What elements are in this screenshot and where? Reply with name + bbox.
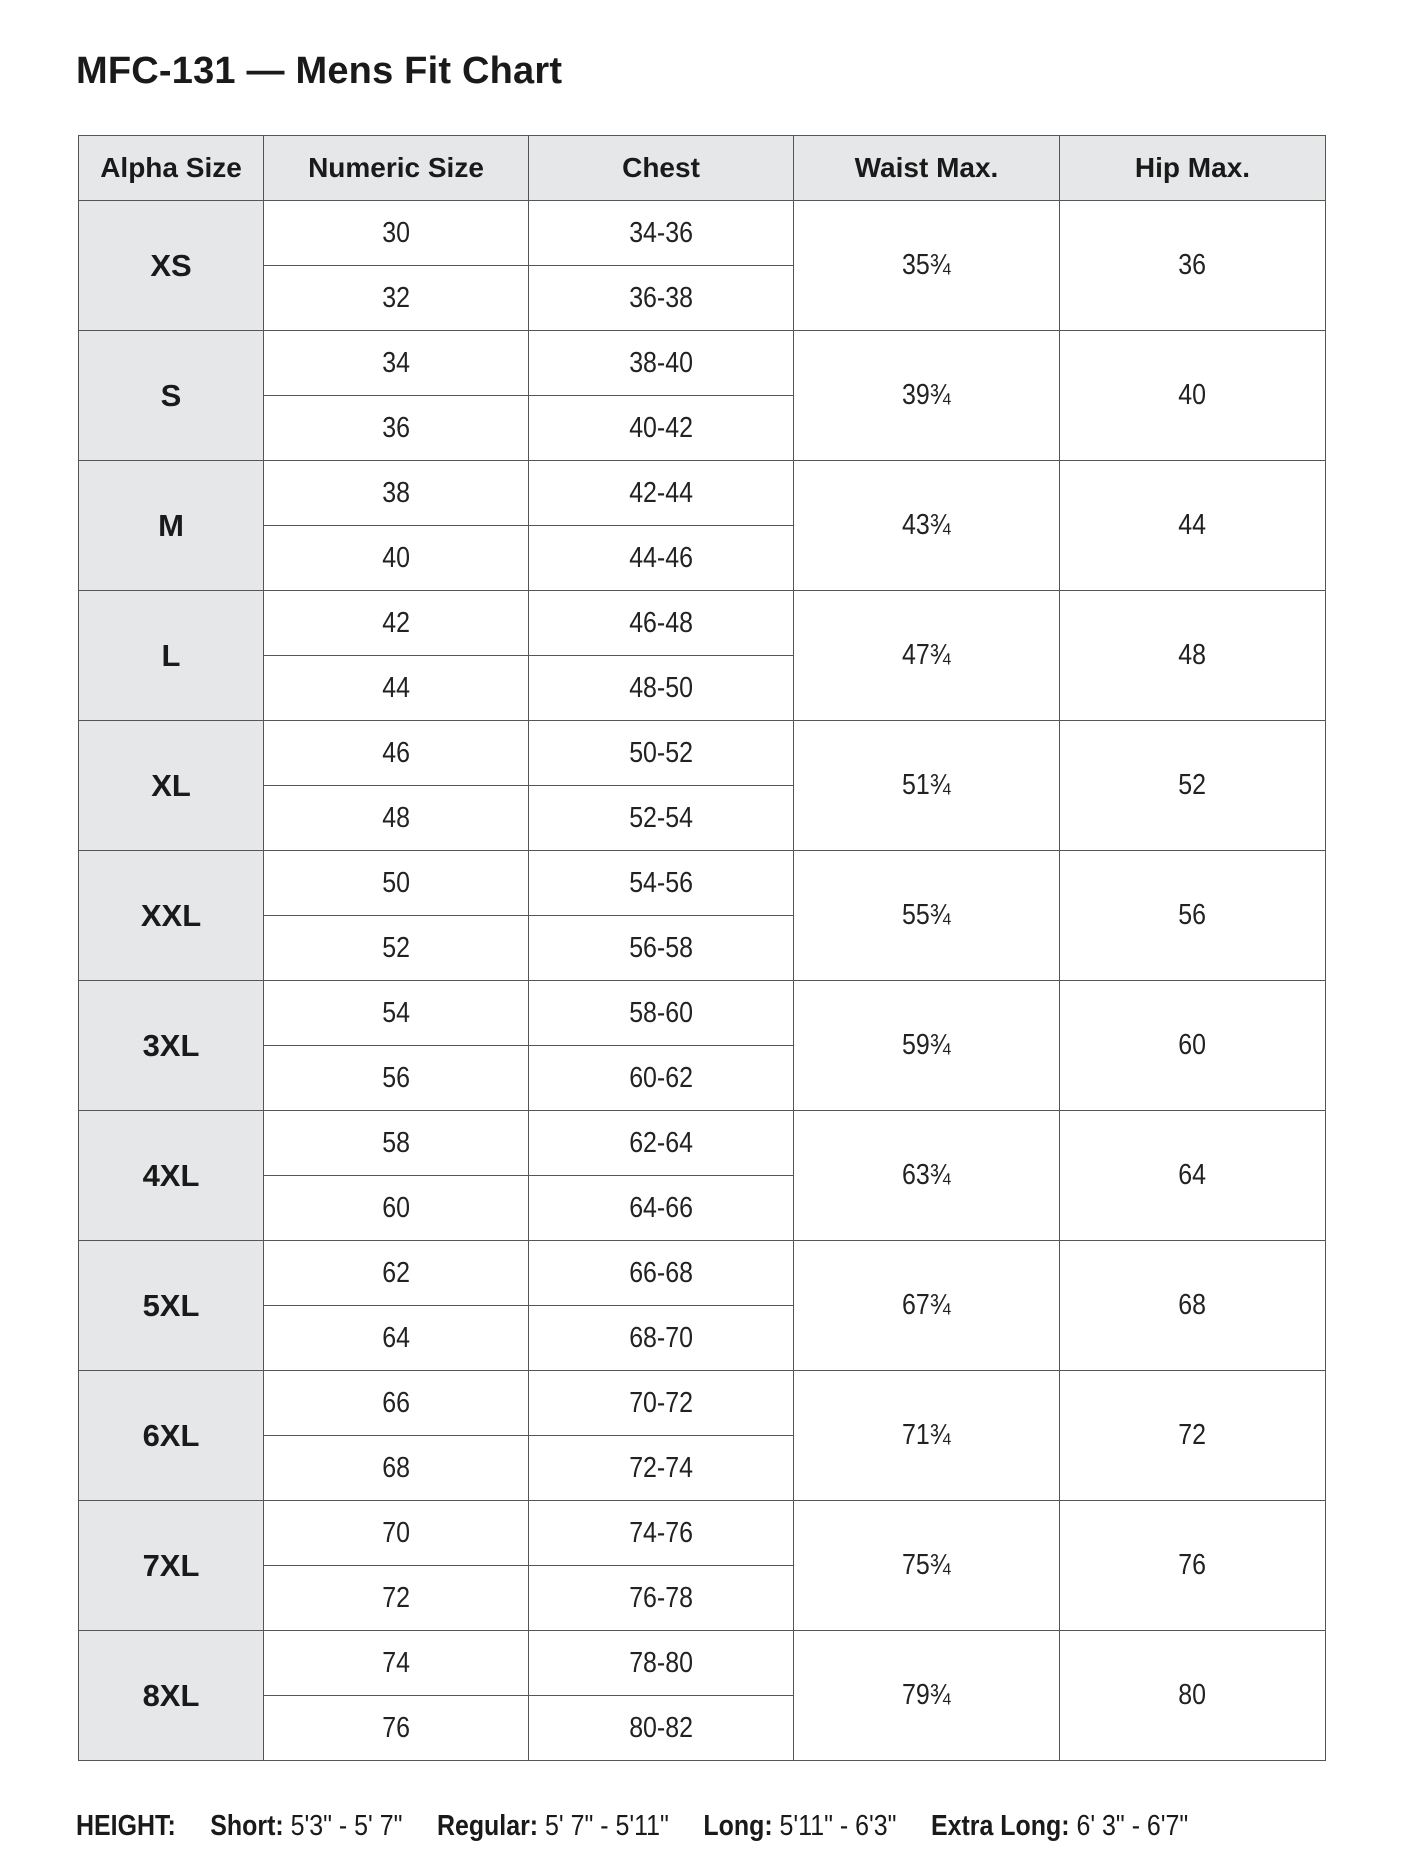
height-extra-long-value: 6' 3" - 6'7"	[1076, 1810, 1189, 1842]
height-footer	[76, 1810, 1188, 1843]
height-short-value: 5'3" - 5' 7"	[290, 1810, 403, 1842]
chest-value: 68-70	[629, 1321, 693, 1354]
height-regular-label: Regular:	[436, 1810, 539, 1842]
chest-value: 64-66	[629, 1191, 693, 1224]
numeric-size-value: 66	[382, 1386, 410, 1419]
numeric-size-cell	[264, 1046, 529, 1111]
hip-max-cell	[1060, 721, 1326, 851]
chest-cell	[529, 851, 794, 916]
waist-max-value: 43¾	[902, 509, 951, 541]
chest-value: 72-74	[629, 1451, 693, 1484]
numeric-size-value: 74	[382, 1646, 410, 1679]
numeric-size-value: 58	[382, 1126, 410, 1159]
table-body	[79, 201, 1326, 1761]
chest-cell	[529, 1631, 794, 1696]
hip-max-cell	[1060, 1631, 1326, 1761]
numeric-size-value: 54	[382, 996, 410, 1029]
numeric-size-cell	[264, 266, 529, 331]
fit-chart-table	[78, 135, 1326, 1761]
chest-value: 34-36	[629, 216, 693, 249]
waist-max-value: 67¾	[902, 1289, 951, 1321]
chest-cell	[529, 1176, 794, 1241]
numeric-size-value: 56	[382, 1061, 410, 1094]
numeric-size-value: 42	[382, 606, 410, 639]
numeric-size-value: 36	[382, 411, 410, 444]
hip-max-cell	[1060, 201, 1326, 331]
table-row	[79, 1501, 1326, 1566]
page-title: MFC-131 — Mens Fit Chart	[76, 50, 563, 92]
header-chest: Chest	[529, 136, 794, 201]
waist-max-value: 71¾	[902, 1419, 951, 1451]
chest-cell	[529, 786, 794, 851]
hip-max-value: 56	[1178, 899, 1207, 931]
waist-max-value: 51¾	[902, 769, 951, 801]
alpha-size-cell: 6XL	[79, 1371, 264, 1501]
header-numeric-size: Numeric Size	[264, 136, 529, 201]
numeric-size-value: 52	[382, 931, 410, 964]
numeric-size-value: 44	[382, 671, 410, 704]
numeric-size-value: 70	[382, 1516, 410, 1549]
chest-value: 40-42	[629, 411, 693, 444]
numeric-size-cell	[264, 331, 529, 396]
numeric-size-cell	[264, 526, 529, 591]
waist-max-value: 63¾	[902, 1159, 951, 1191]
numeric-size-cell	[264, 396, 529, 461]
chest-cell	[529, 526, 794, 591]
hip-max-cell	[1060, 591, 1326, 721]
waist-max-cell	[794, 201, 1060, 331]
hip-max-cell	[1060, 331, 1326, 461]
chest-cell	[529, 1241, 794, 1306]
numeric-size-cell	[264, 721, 529, 786]
chest-value: 54-56	[629, 866, 693, 899]
numeric-size-value: 34	[382, 346, 410, 379]
chest-value: 58-60	[629, 996, 693, 1029]
numeric-size-value: 68	[382, 1451, 410, 1484]
numeric-size-cell	[264, 851, 529, 916]
hip-max-cell	[1060, 1111, 1326, 1241]
waist-max-value: 59¾	[902, 1029, 951, 1061]
numeric-size-cell	[264, 1306, 529, 1371]
chest-cell	[529, 396, 794, 461]
chest-cell	[529, 1111, 794, 1176]
numeric-size-cell	[264, 1566, 529, 1631]
hip-max-value: 36	[1178, 249, 1207, 281]
alpha-size-cell: 3XL	[79, 981, 264, 1111]
hip-max-value: 44	[1178, 509, 1207, 541]
waist-max-cell	[794, 1371, 1060, 1501]
chest-cell	[529, 1436, 794, 1501]
waist-max-cell	[794, 1241, 1060, 1371]
waist-max-value: 55¾	[902, 899, 951, 931]
hip-max-cell	[1060, 1371, 1326, 1501]
hip-max-value: 72	[1178, 1419, 1207, 1451]
alpha-size-cell: 7XL	[79, 1501, 264, 1631]
height-label: HEIGHT:	[76, 1810, 176, 1842]
hip-max-value: 40	[1178, 379, 1207, 411]
chest-cell	[529, 1371, 794, 1436]
numeric-size-value: 46	[382, 736, 410, 769]
header-waist-max: Waist Max.	[794, 136, 1060, 201]
waist-max-cell	[794, 331, 1060, 461]
alpha-size-cell: 8XL	[79, 1631, 264, 1761]
chest-cell	[529, 331, 794, 396]
numeric-size-cell	[264, 981, 529, 1046]
table-row	[79, 201, 1326, 266]
alpha-size-cell: XS	[79, 201, 264, 331]
numeric-size-cell	[264, 1501, 529, 1566]
waist-max-value: 79¾	[902, 1679, 951, 1711]
chest-value: 66-68	[629, 1256, 693, 1289]
numeric-size-value: 76	[382, 1711, 410, 1744]
table-row	[79, 1241, 1326, 1306]
chest-cell	[529, 266, 794, 331]
chest-cell	[529, 1696, 794, 1761]
hip-max-cell	[1060, 461, 1326, 591]
chest-cell	[529, 1501, 794, 1566]
height-regular-value: 5' 7" - 5'11"	[545, 1810, 669, 1842]
hip-max-cell	[1060, 1501, 1326, 1631]
numeric-size-cell	[264, 1436, 529, 1501]
height-short-label: Short:	[210, 1810, 284, 1842]
hip-max-value: 48	[1178, 639, 1207, 671]
hip-max-value: 64	[1178, 1159, 1207, 1191]
table-row	[79, 1631, 1326, 1696]
numeric-size-cell	[264, 1111, 529, 1176]
chest-value: 80-82	[629, 1711, 693, 1744]
waist-max-cell	[794, 1631, 1060, 1761]
alpha-size-cell: XXL	[79, 851, 264, 981]
table-header-row	[79, 136, 1326, 201]
numeric-size-value: 72	[382, 1581, 410, 1614]
chest-value: 76-78	[629, 1581, 693, 1614]
waist-max-value: 47¾	[902, 639, 951, 671]
table-row	[79, 331, 1326, 396]
numeric-size-cell	[264, 1371, 529, 1436]
chest-cell	[529, 916, 794, 981]
numeric-size-value: 50	[382, 866, 410, 899]
numeric-size-cell	[264, 1696, 529, 1761]
numeric-size-value: 62	[382, 1256, 410, 1289]
alpha-size-cell: XL	[79, 721, 264, 851]
table-row	[79, 1111, 1326, 1176]
numeric-size-cell	[264, 656, 529, 721]
chest-cell	[529, 1566, 794, 1631]
chest-value: 62-64	[629, 1126, 693, 1159]
waist-max-value: 75¾	[902, 1549, 951, 1581]
alpha-size-cell: S	[79, 331, 264, 461]
hip-max-cell	[1060, 981, 1326, 1111]
waist-max-cell	[794, 1111, 1060, 1241]
hip-max-cell	[1060, 851, 1326, 981]
table-row	[79, 851, 1326, 916]
header-alpha-size: Alpha Size	[79, 136, 264, 201]
chest-value: 70-72	[629, 1386, 693, 1419]
numeric-size-cell	[264, 916, 529, 981]
waist-max-cell	[794, 1501, 1060, 1631]
numeric-size-cell	[264, 1631, 529, 1696]
height-extra-long-label: Extra Long:	[930, 1810, 1070, 1842]
waist-max-value: 35¾	[902, 249, 951, 281]
chest-value: 42-44	[629, 476, 693, 509]
alpha-size-cell: L	[79, 591, 264, 721]
numeric-size-value: 48	[382, 801, 410, 834]
numeric-size-value: 40	[382, 541, 410, 574]
chest-value: 78-80	[629, 1646, 693, 1679]
hip-max-value: 52	[1178, 769, 1207, 801]
waist-max-cell	[794, 721, 1060, 851]
chest-cell	[529, 656, 794, 721]
waist-max-value: 39¾	[902, 379, 951, 411]
numeric-size-cell	[264, 201, 529, 266]
waist-max-cell	[794, 981, 1060, 1111]
chest-value: 48-50	[629, 671, 693, 704]
numeric-size-value: 30	[382, 216, 410, 249]
numeric-size-cell	[264, 591, 529, 656]
table-row	[79, 981, 1326, 1046]
numeric-size-cell	[264, 461, 529, 526]
table-row	[79, 721, 1326, 786]
chest-value: 50-52	[629, 736, 693, 769]
chest-value: 36-38	[629, 281, 693, 314]
alpha-size-cell: 4XL	[79, 1111, 264, 1241]
header-hip-max: Hip Max.	[1060, 136, 1326, 201]
hip-max-value: 80	[1178, 1679, 1207, 1711]
table-row	[79, 1371, 1326, 1436]
height-long-value: 5'11" - 6'3"	[779, 1810, 897, 1842]
height-long-label: Long:	[703, 1810, 773, 1842]
chest-cell	[529, 461, 794, 526]
chest-cell	[529, 201, 794, 266]
chest-cell	[529, 1046, 794, 1111]
numeric-size-value: 32	[382, 281, 410, 314]
numeric-size-cell	[264, 1241, 529, 1306]
hip-max-cell	[1060, 1241, 1326, 1371]
waist-max-cell	[794, 851, 1060, 981]
waist-max-cell	[794, 461, 1060, 591]
table-row	[79, 461, 1326, 526]
chest-cell	[529, 591, 794, 656]
hip-max-value: 76	[1178, 1549, 1207, 1581]
alpha-size-cell: 5XL	[79, 1241, 264, 1371]
waist-max-cell	[794, 591, 1060, 721]
chest-cell	[529, 981, 794, 1046]
chest-value: 52-54	[629, 801, 693, 834]
chest-value: 60-62	[629, 1061, 693, 1094]
chest-value: 74-76	[629, 1516, 693, 1549]
hip-max-value: 60	[1178, 1029, 1207, 1061]
chest-value: 44-46	[629, 541, 693, 574]
numeric-size-value: 60	[382, 1191, 410, 1224]
alpha-size-cell: M	[79, 461, 264, 591]
numeric-size-value: 38	[382, 476, 410, 509]
chest-value: 46-48	[629, 606, 693, 639]
numeric-size-cell	[264, 1176, 529, 1241]
numeric-size-cell	[264, 786, 529, 851]
chest-cell	[529, 1306, 794, 1371]
chest-value: 38-40	[629, 346, 693, 379]
numeric-size-value: 64	[382, 1321, 410, 1354]
chest-cell	[529, 721, 794, 786]
chest-value: 56-58	[629, 931, 693, 964]
table-row	[79, 591, 1326, 656]
hip-max-value: 68	[1178, 1289, 1207, 1321]
